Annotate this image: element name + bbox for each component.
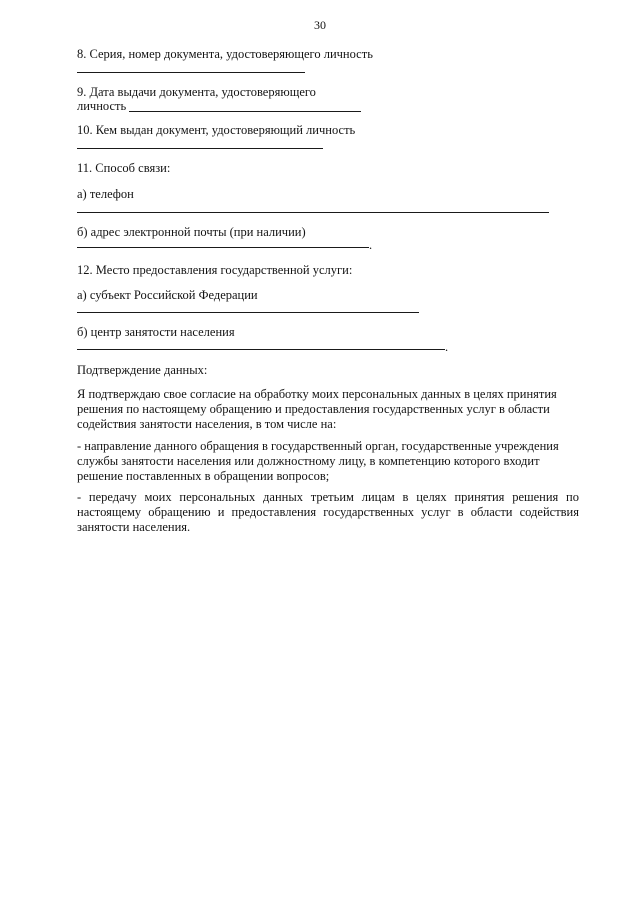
field-11b-period: . xyxy=(369,238,373,252)
field-11-label: 11. Способ связи: xyxy=(77,161,171,175)
field-9-input-line[interactable] xyxy=(129,111,361,112)
consent-item-line: решение поставленных в обращении вопросов; xyxy=(77,469,330,483)
field-8-label: 8. Серия, номер документа, удостоверяющего личность xyxy=(77,47,373,61)
consent-item-line: службы занятости населения или должностному лицу, в компетенцию которого входит xyxy=(77,454,540,468)
field-11a-label: а) телефон xyxy=(77,187,134,201)
confirmation-heading: Подтверждение данных: xyxy=(77,363,208,377)
consent-item-1 xyxy=(77,439,579,484)
field-12a-input-line[interactable] xyxy=(77,312,419,313)
field-9-label-line2: личность xyxy=(77,99,127,113)
field-10-input-line[interactable] xyxy=(77,148,323,149)
field-12b-input-line[interactable] xyxy=(77,349,445,350)
field-12b-period: . xyxy=(445,340,449,354)
consent-item-2: - передачу моих персональных данных третьим лицам в целях принятия решения по настоящему обращению и предоставления государственных услуг в области содействия занятости населения. xyxy=(77,490,579,534)
field-12-label: 12. Место предоставления государственной услуги: xyxy=(77,263,353,277)
field-12a-label: а) субъект Российской Федерации xyxy=(77,288,258,302)
field-12b-label: б) центр занятости населения xyxy=(77,325,235,339)
field-11b-input-line[interactable] xyxy=(77,247,369,248)
consent-line: содействия занятости населения, в том числе на: xyxy=(77,417,337,431)
field-8-input-line[interactable] xyxy=(77,72,305,73)
consent-line: Я подтверждаю свое согласие на обработку моих персональных данных в целях принятия xyxy=(77,387,557,401)
consent-line: решения по настоящему обращению и предоставления государственных услуг в области xyxy=(77,402,550,416)
consent-item-line: - направление данного обращения в государственный орган, государственные учреждения xyxy=(77,439,559,453)
consent-paragraph xyxy=(77,387,579,432)
field-9-label-line1: 9. Дата выдачи документа, удостоверяющего xyxy=(77,85,316,99)
field-11a-input-line[interactable] xyxy=(77,212,549,213)
field-10-label: 10. Кем выдан документ, удостоверяющий личность xyxy=(77,123,356,137)
page-number: 30 xyxy=(314,18,326,32)
field-11b-label: б) адрес электронной почты (при наличии) xyxy=(77,225,306,239)
